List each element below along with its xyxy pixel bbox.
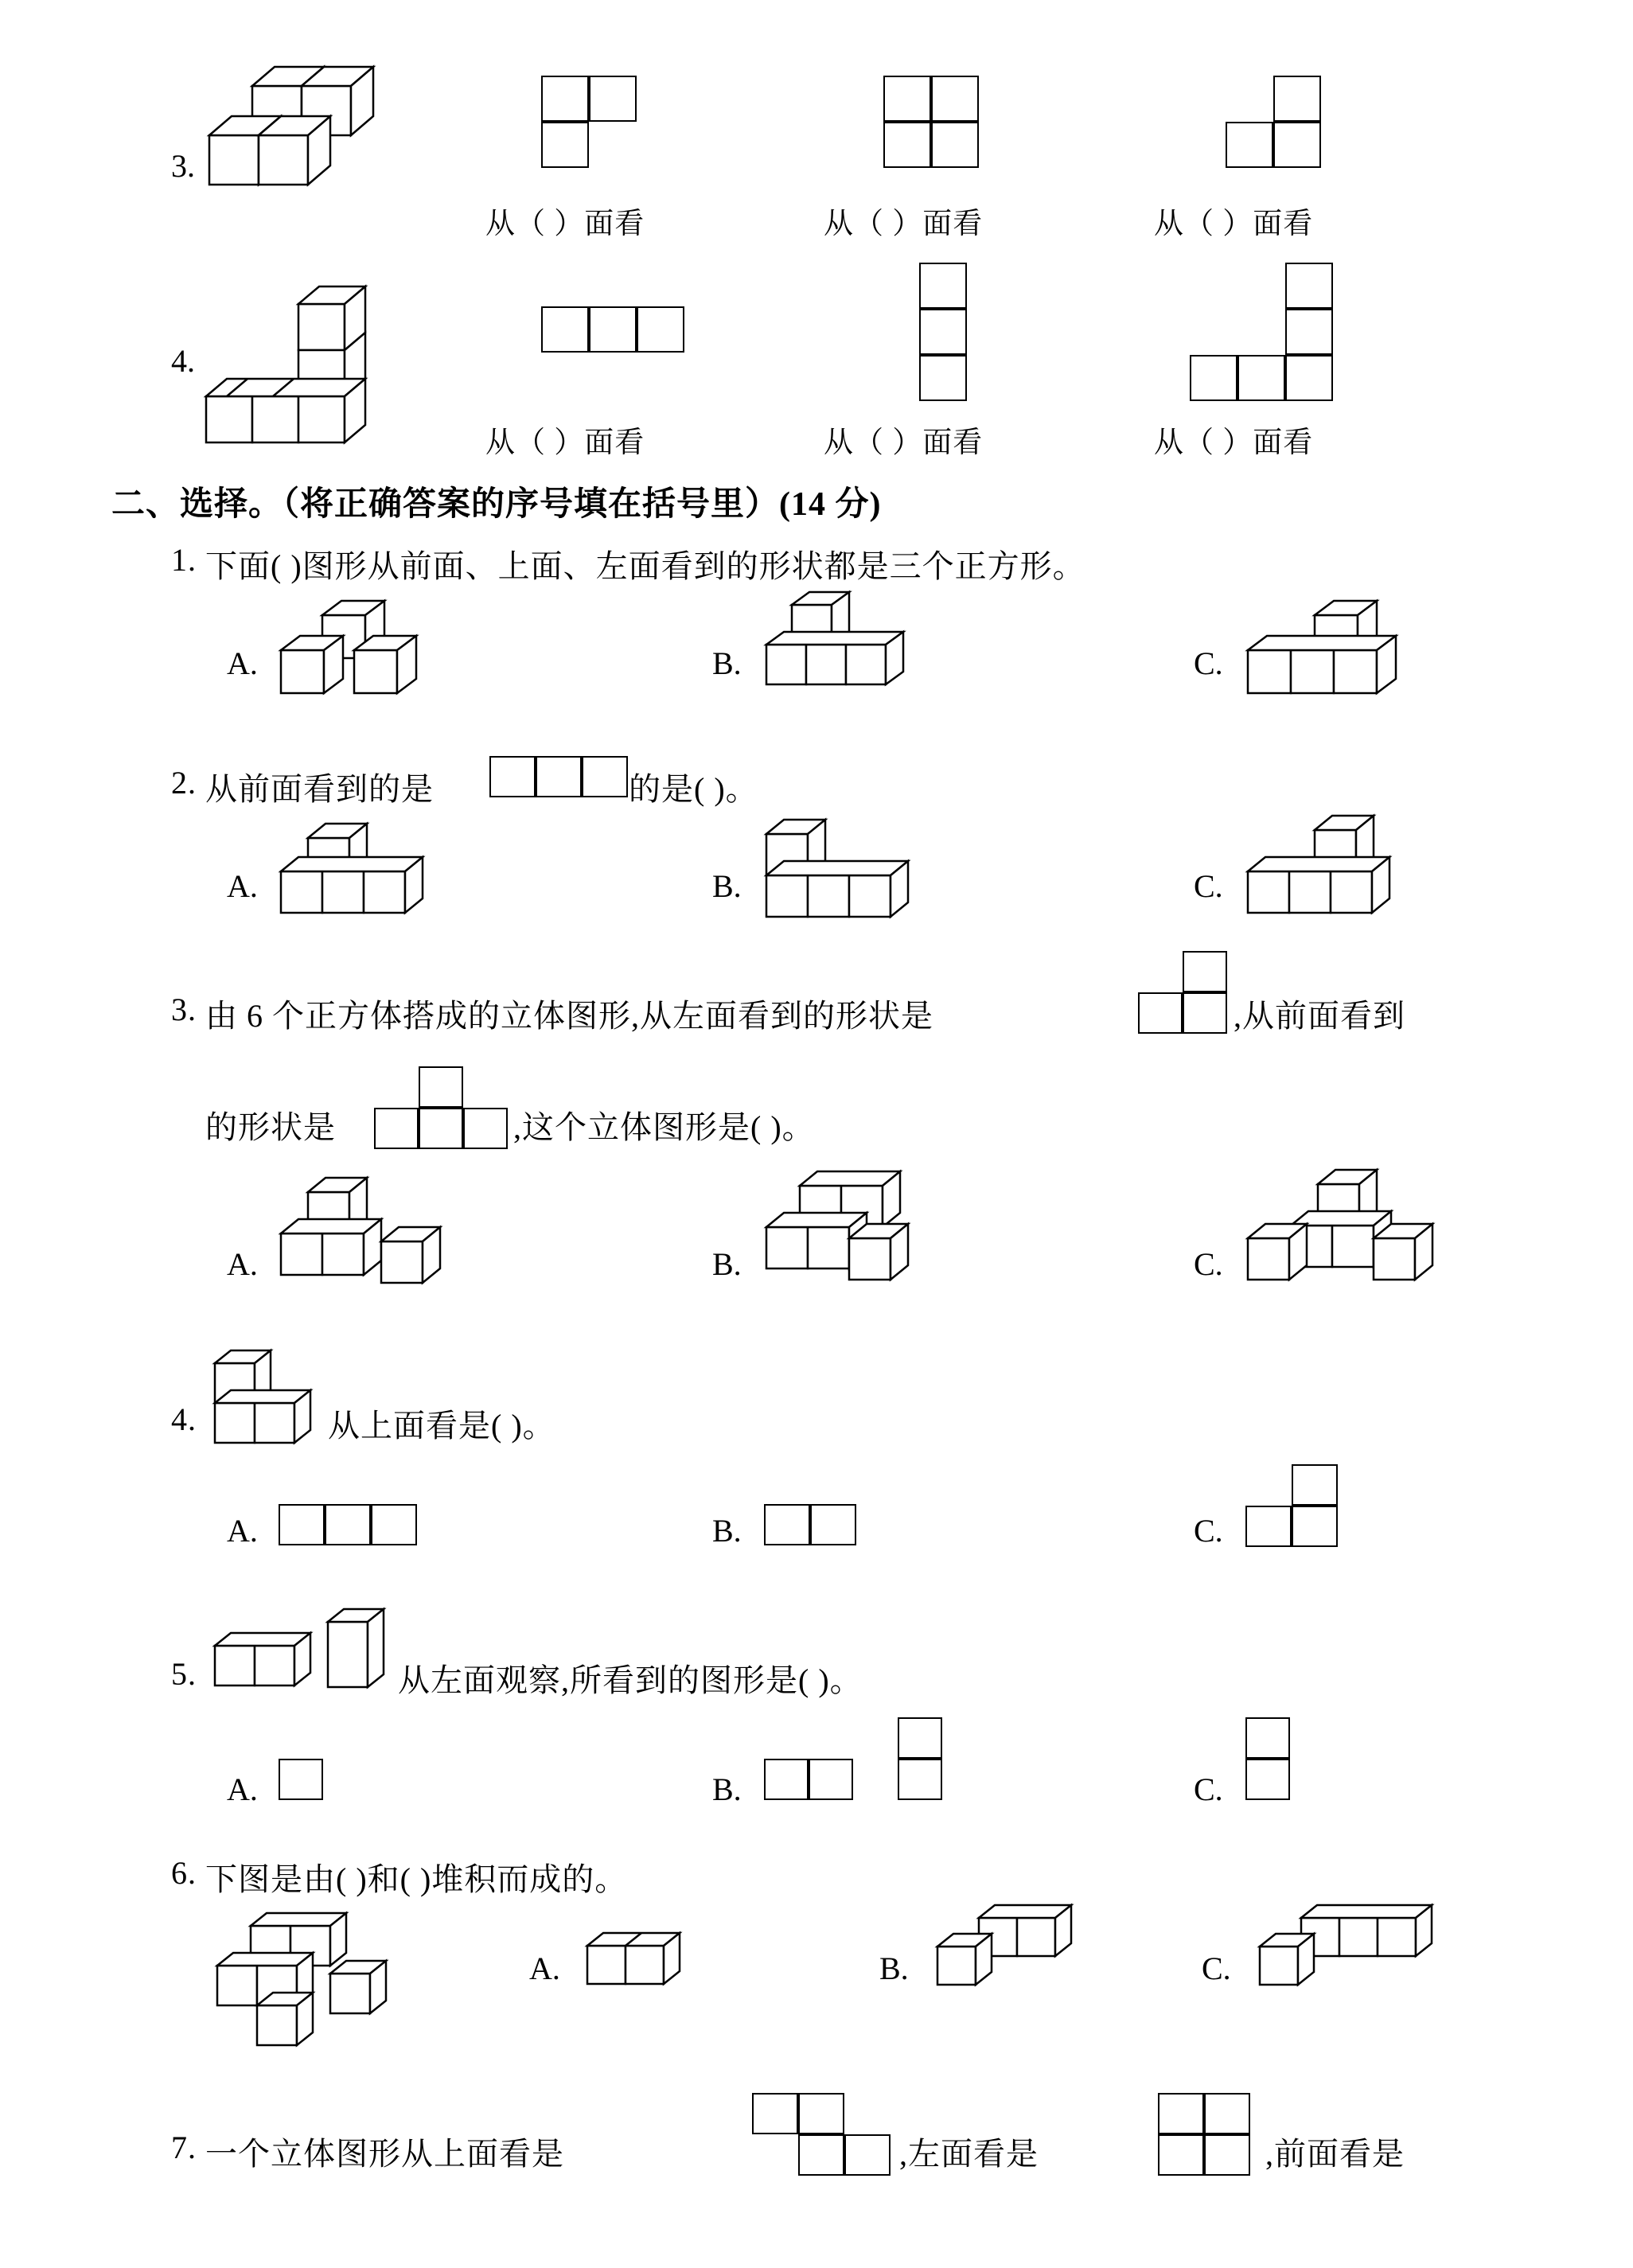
q2-option-b-label: B. [712,868,742,904]
q3-text-b: ,从前面看到 [1234,998,1405,1034]
q5-option-b-label: B. [712,1771,742,1807]
q6-solid-figure [211,1910,434,2053]
q5-solid-figure [209,1607,423,1703]
view-label-4-1: 从（ ）面看 [485,427,645,459]
q2-option-a-figure [275,824,466,919]
q6-option-c-label: C. [1202,1950,1231,1986]
q7-text-a: 一个立体图形从上面看是 [205,2136,564,2172]
q5-option-a-label: A. [227,1771,258,1807]
q3-option-c-figure [1241,1170,1456,1309]
q4-option-c-label: C. [1194,1513,1223,1549]
view-label-3-3: 从（ ）面看 [1154,208,1314,240]
q2-number: 2. [171,765,197,801]
solid-figure-3 [203,56,386,191]
q2-option-c-label: C. [1194,868,1223,904]
item-3-number: 3. [171,148,195,184]
q5-text: 从左面观察,所看到的图形是( )。 [398,1662,863,1698]
q7-number: 7. [171,2130,197,2165]
q6-option-a-label: A. [529,1950,560,1986]
q3-text-c: 的形状是 [205,1109,336,1145]
q4-number: 4. [171,1401,197,1437]
view-label-4-2: 从（ ）面看 [824,427,984,459]
q6-option-a-figure [581,1922,716,2001]
q3-text-d: ,这个立体图形是( )。 [513,1109,815,1145]
solid-figure-4 [203,279,410,438]
q2-text-a: 从前面看到的是 [205,771,434,807]
q7-text-c: ,前面看是 [1265,2136,1405,2172]
view-label-3-1: 从（ ）面看 [485,208,645,240]
q6-option-b-figure [931,1902,1114,1997]
q1-number: 1. [171,542,197,578]
q4-option-b-label: B. [712,1513,742,1549]
q6-option-b-label: B. [879,1950,909,1986]
section-2-heading: 二、选择。（将正确答案的序号填在括号里）(14 分) [111,486,882,523]
q6-number: 6. [171,1855,197,1891]
q6-option-c-figure [1253,1902,1460,1997]
q4-option-a-label: A. [227,1513,258,1549]
q3-text-a: 由 6 个正方体搭成的立体图形,从左面看到的形状是 [205,998,933,1034]
q1-option-c-figure [1241,601,1424,700]
q3-option-c-label: C. [1194,1246,1223,1282]
q1-option-c-label: C. [1194,645,1223,681]
q6-text: 下图是由( )和( )堆积而成的。 [205,1861,628,1897]
q7-text-b: ,左面看是 [899,2136,1039,2172]
q3-option-a-label: A. [227,1246,258,1282]
q5-number: 5. [171,1656,197,1692]
q3-option-b-figure [760,1170,967,1305]
q1-option-a-figure [275,601,426,696]
view-label-3-2: 从（ ）面看 [824,208,984,240]
q1-option-b-figure [760,605,919,696]
q1-option-b-label: B. [712,645,742,681]
q5-option-c-label: C. [1194,1771,1223,1807]
q2-option-a-label: A. [227,868,258,904]
item-4-number: 4. [171,343,195,379]
view-label-4-3: 从（ ）面看 [1154,427,1314,459]
q2-option-b-figure [760,820,943,919]
q3-option-a-figure [275,1178,481,1305]
q4-text: 从上面看是( )。 [328,1408,555,1444]
q1-option-a-label: A. [227,645,258,681]
q3-number: 3. [171,992,197,1027]
q2-text-b: 的是( )。 [629,771,758,807]
q3-option-b-label: B. [712,1246,742,1282]
q2-option-c-figure [1241,816,1424,923]
q1-text: 下面( )图形从前面、上面、左面看到的形状都是三个正方形。 [205,548,1085,584]
